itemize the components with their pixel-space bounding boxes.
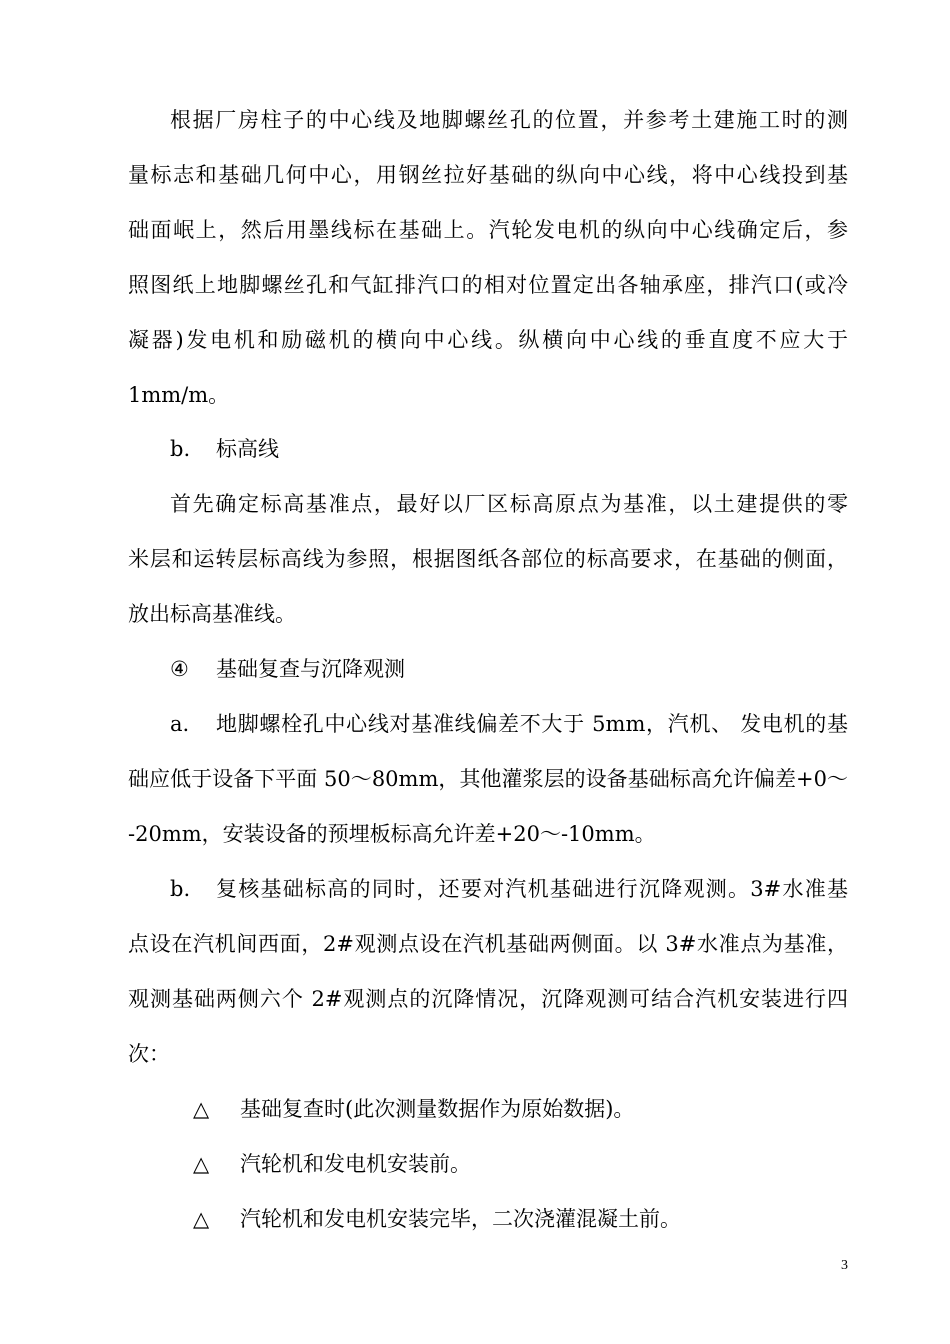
paragraph-1-line-1: 根据厂房柱子的中心线及地脚螺丝孔的位置，并参考土建施工时的测: [170, 108, 848, 132]
triangle-bullet-icon: △: [193, 1207, 210, 1231]
heading-b-text: 标高线: [216, 437, 279, 461]
paragraph-1-line-4: 照图纸上地脚螺丝孔和气缸排汽口的相对位置定出各轴承座，排汽口(或冷: [128, 273, 848, 297]
item-a-line-3: -20mm，安装设备的预埋板标高允许差+20～-10mm。: [128, 822, 656, 846]
list-item: 基础复查时(此次测量数据作为原始数据)。: [240, 1097, 635, 1121]
item-b-line-4: 次：: [128, 1042, 170, 1066]
paragraph-2-line-3: 放出标高基准线。: [128, 602, 296, 626]
page-number: 3: [841, 1258, 848, 1273]
list-item: 汽轮机和发电机安装完毕，二次浇灌混凝土前。: [240, 1207, 681, 1231]
item-b-line-1: 复核基础标高的同时，还要对汽机基础进行沉降观测。3#水准基: [216, 877, 848, 901]
paragraph-1-line-5: 凝器)发电机和励磁机的横向中心线。纵横向中心线的垂直度不应大于: [128, 328, 848, 352]
item-a-line-1: 地脚螺栓孔中心线对基准线偏差不大于 5mm，汽机、 发电机的基: [216, 712, 848, 736]
heading-4-marker: ④: [170, 657, 189, 681]
triangle-bullet-icon: △: [193, 1097, 210, 1121]
heading-4-text: 基础复查与沉降观测: [216, 657, 405, 681]
item-b-line-2: 点设在汽机间西面，2#观测点设在汽机基础两侧面。以 3#水准点为基准，: [128, 932, 848, 956]
triangle-bullet-icon: △: [193, 1152, 210, 1176]
list-item: 汽轮机和发电机安装前。: [240, 1152, 471, 1176]
paragraph-1-line-3: 础面岷上，然后用墨线标在基础上。汽轮发电机的纵向中心线确定后，参: [128, 218, 848, 242]
item-b-marker: b.: [170, 877, 191, 901]
heading-b-marker: b.: [170, 437, 191, 461]
paragraph-1-line-6: 1mm/m。: [128, 383, 230, 407]
item-a-line-2: 础应低于设备下平面 50～80mm，其他灌浆层的设备基础标高允许偏差+0～: [128, 767, 848, 791]
paragraph-1-line-2: 量标志和基础几何中心，用钢丝拉好基础的纵向中心线，将中心线投到基: [128, 163, 848, 187]
paragraph-2-line-1: 首先确定标高基准点，最好以厂区标高原点为基准，以土建提供的零: [170, 492, 848, 516]
item-b-line-3: 观测基础两侧六个 2#观测点的沉降情况，沉降观测可结合汽机安装进行四: [128, 987, 848, 1011]
paragraph-2-line-2: 米层和运转层标高线为参照，根据图纸各部位的标高要求，在基础的侧面，: [128, 547, 848, 571]
item-a-marker: a.: [170, 712, 190, 736]
